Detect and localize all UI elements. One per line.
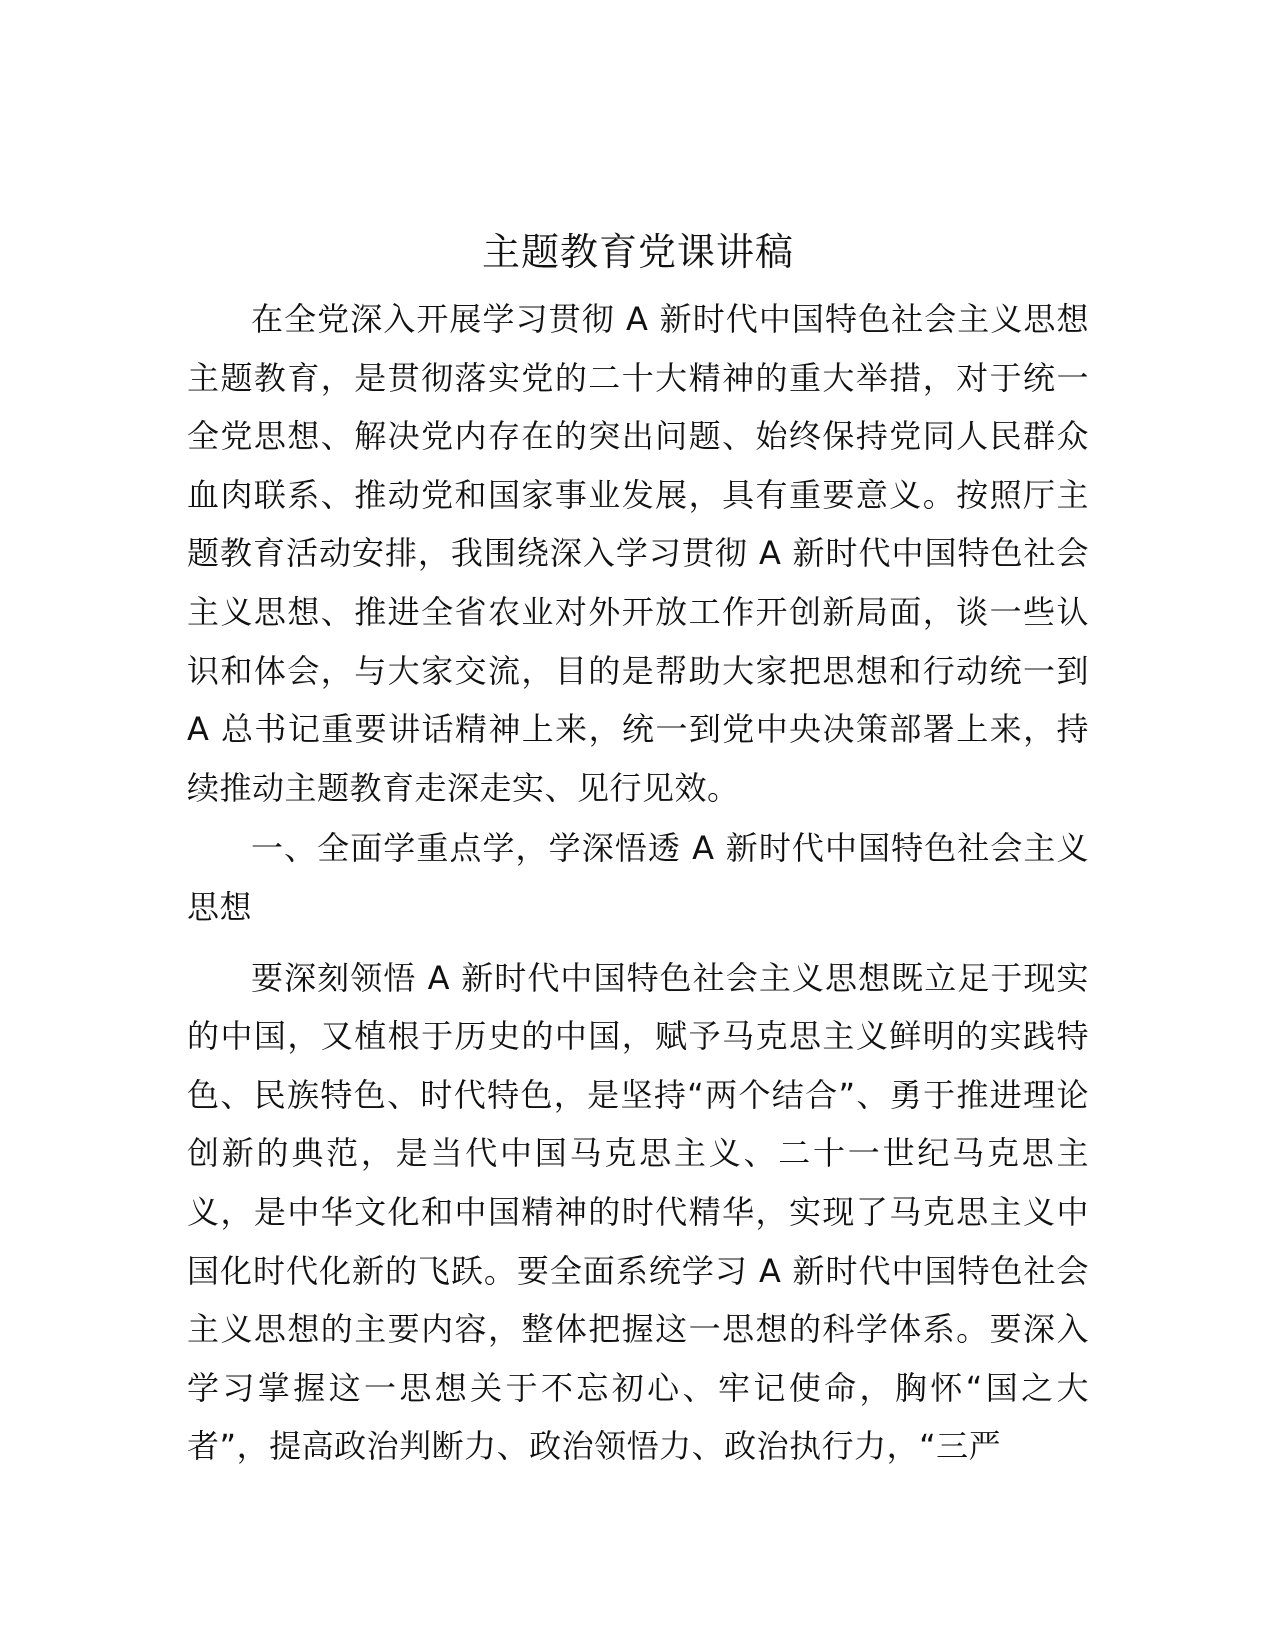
intro-paragraph: 在全党深入开展学习贯彻 A 新时代中国特色社会主义思想主题教育，是贯彻落实党的二十大精神的重大举措，对于统一全党思想、解决党内存在的突出问题、始终保持党同人民群众血肉联系、推动党和国家事业发展，具有重要意义。按照厅主题教育活动安排，我围绕深入学习贯彻 A 新时代中国特色社会主义思想、推进全省农业对外开放工作开创新局面，谈一些认识和体会，与大家交流，目的是帮助大家把思想和行动统一到 A 总书记重要讲话精神上来，统一到党中央决策部署上来，持续推动主题教育走深走实、见行见效。 bbox=[187, 300, 1089, 807]
body-paragraph: 要深刻领悟 A 新时代中国特色社会主义思想既立足于现实的中国，又植根于历史的中国，赋予马克思主义鲜明的实践特色、民族特色、时代特色，是坚持“两个结合”、勇于推进理论创新的典范，是当代中国马克思主义、二十一世纪马克思主义，是中华文化和中国精神的时代精华，实现了马克思主义中国化时代化新的飞跃。要全面系统学习 A 新时代中国特色社会主义思想的主要内容，整体把握这一思想的科学体系。要深入学习掌握这一思想关于不忘初心、牢记使命，胸怀“国之大者”，提高政治判断力、政治领悟力、政治执行力，“三严 bbox=[187, 958, 1089, 1466]
document-title: 主题教育党课讲稿 bbox=[481, 230, 794, 274]
document-body bbox=[187, 218, 1089, 1476]
section-heading: 一、全面学重点学，学深悟透 A 新时代中国特色社会主义思想 bbox=[187, 829, 1089, 926]
